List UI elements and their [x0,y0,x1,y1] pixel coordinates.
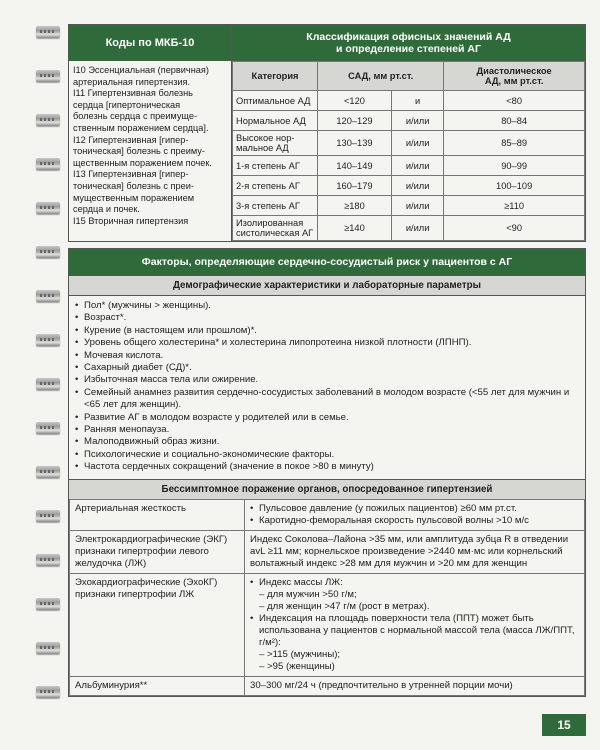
list-item: • Частота сердечных сокращений (значение в покое >80 в минуту) [75,461,579,473]
icd-line: ственным поражением сердца]. [73,122,209,133]
icd-line: сердца и почек. [73,204,140,215]
icd-title: Коды по МКБ-10 [69,25,231,61]
list-item: • Семейный анамнез развития сердечно-сосудистых заболеваний в молодом возрасте (<55 лет для мужчин и <65 лет для женщин). [75,387,579,412]
demographics-title: Демографические характеристики и лабораторные параметры [69,275,585,296]
icd-line: мущественным поражением [73,192,195,203]
ecg-criteria: Индекс Соколова–Лайона >35 мм, или амплитуда зубца R в отведении avL ≥11 мм; корнельское произведение >2440 мм·мс или корнельский вольтажный индекс >28 мм для мужчин и >20 мм для женщин [245,530,585,573]
arterial-criteria: • Пульсовое давление (у пожилых пациентов) ≥60 мм рт.ст. • Каротидно-феморальная скорость пульсовой волны >10 м/с [245,499,585,530]
header-sad: САД, мм рт.ст. [318,62,444,91]
list-item: • Избыточная масса тела или ожирение. [75,374,579,386]
icd-line: I13 Гипертензивная [гипер- [73,169,189,180]
echo-criteria: • Индекс массы ЛЖ: – для мужчин >50 г/м; – для женщин >47 г/м (рост в метрах). • Индексация на площадь поверхности тела (ППТ) может быть использована у пациентов с нормальной массой тела (масса ЛЖ/ППТ, г/м²): – >115 (мужчины); – >95 (женщины) [245,573,585,676]
risk-title: Факторы, определяющие сердечно-сосудистый риск у пациентов с АГ [69,249,585,275]
table-row [70,573,585,676]
table-row: 3-я степень АГ ≥180 и/или ≥110 [233,196,585,216]
icd-line: сердца [гипертоническая [73,99,181,110]
page-number: 15 [542,714,586,736]
list-item: • Мочевая кислота. [75,350,579,362]
list-item: • Ранняя менопауза. [75,424,579,436]
list-item: • Пол* (мужчины > женщины). [75,300,579,312]
risk-factors-section [68,248,586,697]
icd-line: тоническая] болезнь с преиму- [73,146,205,157]
icd-line: I15 Вторичная гипертензия [73,215,189,226]
albuminuria-criteria: 30–300 мг/24 ч (предпочтительно в утренней порции мочи) [245,676,585,695]
bp-title [232,25,585,61]
ecg-label: Электрокардиографические (ЭКГ) признаки гипертрофии левого желудочка (ЛЖ) [70,530,245,573]
table-row [70,676,585,695]
icd-line: I12 Гипертензивная [гипер- [73,134,189,145]
icd-line: щественным поражением почек. [73,157,212,168]
list-item: • Уровень общего холестерина* и холестерина липопротеина низкой плотности (ЛПНП). [75,337,579,349]
organ-damage-table [69,499,585,696]
table-row: 2-я степень АГ 160–179 и/или 100–109 [233,176,585,196]
table-row [70,499,585,530]
list-item: • Сахарный диабет (СД)*. [75,362,579,374]
list-item: • Развитие АГ в молодом возрасте у родителей или в семье. [75,412,579,424]
icd-line: I10 Эссенциальная (первичная) [73,65,209,75]
icd-line: болезнь сердца с преимуще- [73,111,198,122]
icd-codes-panel [69,25,232,241]
organ-damage-title: Бессимптомное поражение органов, опосредованное гипертензией [69,479,585,499]
header-category: Категория [233,62,318,91]
bp-title-line1: Классификация офисных значений АД [306,31,511,43]
document-page [68,24,586,697]
spiral-binding [0,0,60,750]
header-dad: Диастолическое АД, мм рт.ст. [444,62,585,91]
icd-code-list [69,61,231,233]
bp-classification-panel [232,25,585,241]
icd-line: артериальная гипертензия. [73,76,191,87]
table-row: Нормальное АД 120–129 и/или 80–84 [233,111,585,131]
top-section [68,24,586,242]
table-row: Изолированная систолическая АГ ≥140 и/или <90 [233,216,585,241]
list-item: • Возраст*. [75,312,579,324]
table-row: Высокое нор-мальное АД 130–139 и/или 85–89 [233,131,585,156]
table-row [70,530,585,573]
echo-label: Эхокардиографические (ЭхоКГ) признаки гипертрофии ЛЖ [70,573,245,676]
table-row: 1-я степень АГ 140–149 и/или 90–99 [233,156,585,176]
icd-line: тоническая] болезнь с преи- [73,180,194,191]
bp-title-line2: и определение степеней АГ [336,43,481,55]
table-row: Оптимальное АД <120 и <80 [233,91,585,111]
icd-line: I11 Гипертензивная болезнь [73,88,193,99]
arterial-label: Артериальная жесткость [70,499,245,530]
list-item: • Курение (в настоящем или прошлом)*. [75,325,579,337]
list-item: • Психологические и социально-экономические факторы. [75,449,579,461]
albuminuria-label: Альбуминурия** [70,676,245,695]
demographics-list [69,296,585,479]
list-item: • Малоподвижный образ жизни. [75,436,579,448]
bp-table [232,61,585,241]
